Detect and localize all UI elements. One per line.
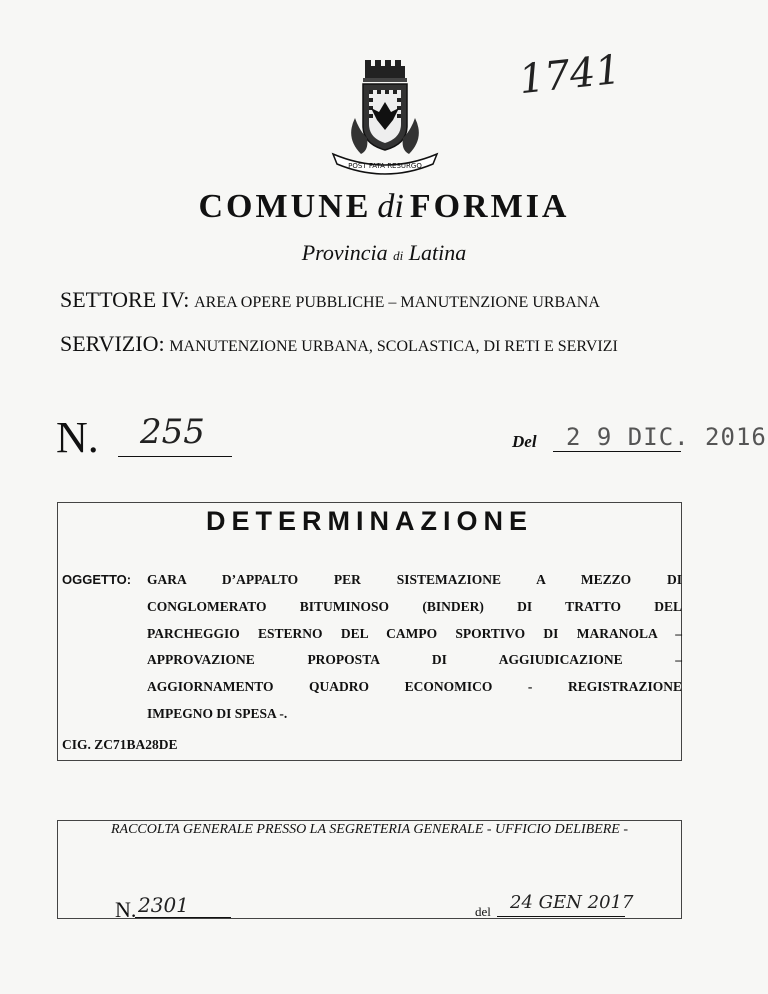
number-label: N. — [56, 413, 99, 462]
page-title — [0, 188, 768, 226]
title-comune: COMUNE — [198, 188, 372, 225]
raccolta-date-value: 24 GEN 2017 — [510, 892, 634, 913]
servizio-label: SERVIZIO: — [60, 331, 165, 356]
servizio-text: MANUTENZIONE URBANA, SCOLASTICA, DI RETI E SERVIZI — [169, 338, 618, 355]
provincia-line — [0, 240, 768, 266]
raccolta-title: RACCOLTA GENERALE PRESSO LA SEGRETERIA GENERALE - UFFICIO DELIBERE - — [110, 822, 629, 837]
raccolta-number-value: 2301 — [138, 893, 189, 917]
determinazione-title: DETERMINAZIONE — [206, 506, 533, 536]
provincia-di: di — [393, 248, 404, 263]
number-underline — [118, 456, 232, 457]
oggetto-label: OGGETTO: — [62, 572, 132, 587]
settore-line — [60, 287, 600, 313]
servizio-line — [60, 331, 618, 357]
title-di: di — [377, 188, 404, 225]
oggetto-line: APPROVAZIONE PROPOSTA DI AGGIUDICAZIONE – — [147, 652, 682, 667]
number-value: 255 — [140, 412, 205, 452]
date-underline — [553, 451, 681, 452]
settore-label: SETTORE IV: — [60, 287, 190, 312]
raccolta-number-underline — [135, 917, 231, 918]
date-label: Del — [512, 432, 537, 451]
city-crest-logo — [325, 58, 445, 176]
settore-text: AREA OPERE PUBBLICHE – MANUTENZIONE URBANA — [194, 294, 600, 311]
crest-motto: POST FATA RESURGO — [348, 162, 422, 170]
provincia-label: Provincia — [301, 240, 388, 265]
date-stamp-value: 2 9 DIC. 2016 — [566, 423, 767, 451]
raccolta-date-underline — [497, 916, 625, 917]
oggetto-line: CONGLOMERATO BITUMINOSO (BINDER) DI TRATTO DEL — [147, 599, 682, 614]
cig-code: CIG. ZC71BA28DE — [62, 737, 178, 752]
oggetto-line: PARCHEGGIO ESTERNO DEL CAMPO SPORTIVO DI MARANOLA – — [147, 626, 682, 641]
oggetto-line: IMPEGNO DI SPESA -. — [147, 706, 288, 721]
title-city: FORMIA — [409, 188, 570, 225]
handwritten-protocol-number: 1741 — [516, 46, 623, 104]
oggetto-line: GARA D’APPALTO PER SISTEMAZIONE A MEZZO DI — [147, 572, 682, 587]
raccolta-date-label: del — [475, 904, 491, 919]
provincia-name: Latina — [408, 240, 467, 265]
raccolta-number-label: N. — [115, 897, 137, 922]
oggetto-line: AGGIORNAMENTO QUADRO ECONOMICO - REGISTRAZIONE — [147, 679, 682, 694]
